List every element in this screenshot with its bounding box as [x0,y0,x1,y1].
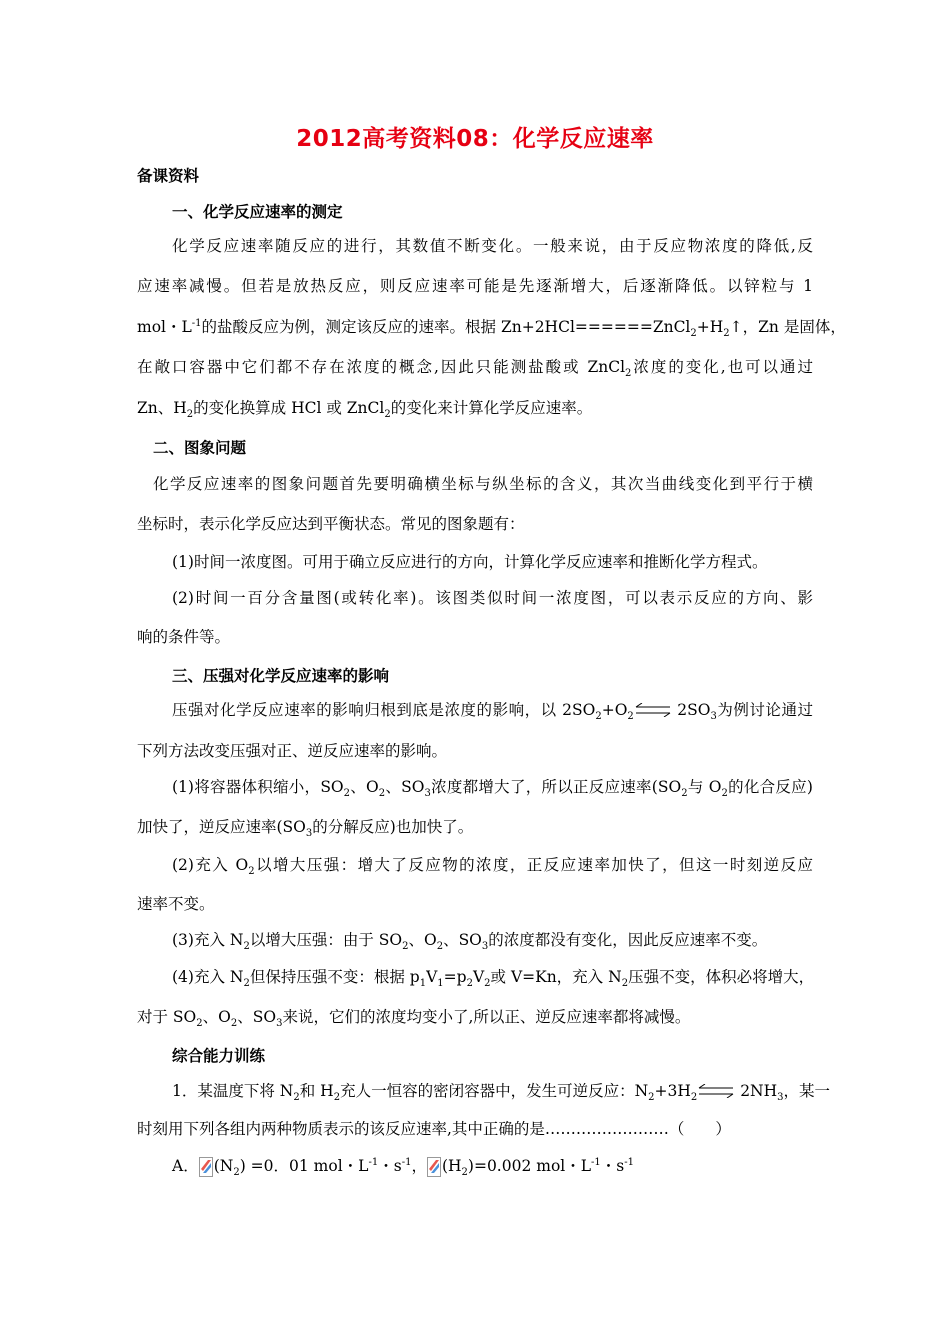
s1-line-5: Zn、$H_2$的变化换算成 HCl 或 ZnCl$_2$的变化来计算化学反应速率。 [137,399,593,421]
s1-line-1: 化学反应速率随反应的进行，其数值不断变化。一般来说，由于反应物浓度的降低,反 [172,237,813,255]
s3-line-7: (3)充入 $N_2$以增大压强：由于 $SO_2$、$O_2$、$SO_3$的浓度都没有变化，因此反应速率不变。 [172,931,768,953]
s1-line-2: 应速率减慢。但若是放热反应，则反应速率可能是先逐渐增大，后逐渐降低。以锌粒与 1 [137,277,813,295]
heading-section-2: 二、图象问题 [153,439,247,457]
q1-line-1: 1．某温度下将 $N_2$和 $H_2$充人一恒容的密闭容器中，发生可逆反应：$N_2+3H_2$ $2NH_3$，某一 [172,1082,831,1104]
s1-line-4: 在敞口容器中它们都不存在浓度的概念,因此只能测盐酸或 ZnCl$_2$浓度的变化,也可以通过 [137,358,813,380]
s3-line-6: 速率不变。 [137,895,215,913]
heading-prep: 备课资料 [137,167,200,185]
s3-line-9: 对于 $SO_2$、$O_2$、$SO_3$来说，它们的浓度均变小了,所以正、逆反应速率都将减慢。 [137,1008,691,1030]
page-title: 2012高考资料08：化学反应速率 [296,126,654,152]
reversible-arrow-icon [634,703,672,717]
s3-line-3: (1)将容器体积缩小，$SO_2$、$O_2$、$SO_3$浓度都增大了，所以正反应速率($SO_2$与 $O_2$的化合反应) [172,778,813,800]
q1-line-2: 时刻用下列各组内两种物质表示的该反应速率,其中正确的是……………………（ ） [137,1120,731,1138]
heading-section-3: 三、压强对化学反应速率的影响 [172,667,390,685]
s2-line-4: (2)时间一百分含量图(或转化率)。该图类似时间一浓度图，可以表示反应的方向、影 [172,589,813,607]
s3-line-4: 加快了，逆反应速率($SO_3$的分解反应)也加快了。 [137,818,474,840]
s3-line-2: 下列方法改变压强对正、逆反应速率的影响。 [137,742,448,760]
s3-line-1: 压强对化学反应速率的影响归根到底是浓度的影响，以 $2SO_2+O_2$ $2SO_3$为例讨论通过 [172,701,813,723]
s2-line-5: 响的条件等。 [137,628,231,646]
broken-image-icon [199,1157,213,1177]
q1-option-a: A． $(N_2) =0$．01 mol・$L^{-1}$・$s^{-1}$， $(H_2)=0.002$ mol・$L^{-1}$・$s^{-1}$ [172,1156,634,1179]
s1-line-3: mol・$L^{-1}$的盐酸反应为例，测定该反应的速率。根据 $Zn+2HCl======ZnCl_2+H_2↑$，Zn 是固体， [137,317,846,340]
s2-line-1: 化学反应速率的图象问题首先要明确横坐标与纵坐标的含义，其次当曲线变化到平行于横 [153,475,813,493]
reversible-arrow-icon [697,1084,735,1098]
s3-line-8: (4)充入 $N_2$但保持压强不变：根据 $p_1V_1=p_2V_2$或 V=Kn，充入 $N_2$压强不变，体积必将增大， [172,968,815,990]
s2-line-3: (1)时间一浓度图。可用于确立反应进行的方向，计算化学反应速率和推断化学方程式。 [172,553,768,571]
heading-section-1: 一、化学反应速率的测定 [172,203,343,221]
s3-line-5: (2)充入 $O_2$以增大压强：增大了反应物的浓度，正反应速率加快了，但这一时刻逆反应 [172,856,813,878]
broken-image-icon [427,1157,441,1177]
heading-exercises: 综合能力训练 [172,1047,266,1065]
s2-line-2: 坐标时，表示化学反应达到平衡状态。常见的图象题有： [137,515,525,533]
